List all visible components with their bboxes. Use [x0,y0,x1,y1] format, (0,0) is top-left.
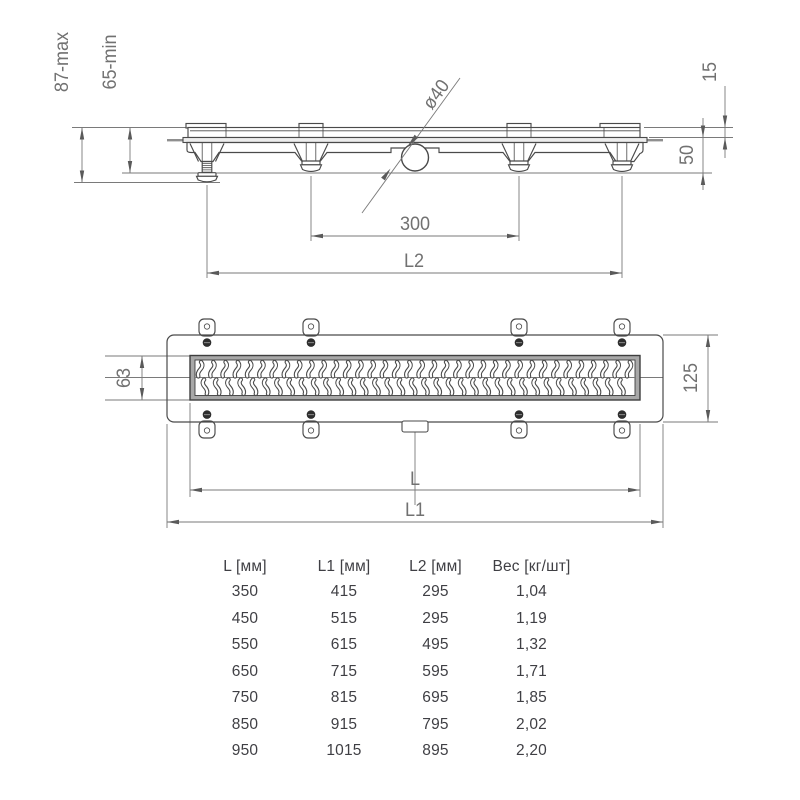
table-cell: 550 [231,636,259,654]
table-row [192,632,582,659]
table-cell: 915 [330,715,358,733]
table-cell: 495 [422,636,449,654]
table-cell: 950 [231,742,259,760]
size-table-header [192,555,582,579]
table-cell: 850 [231,715,259,733]
col-header-l: L [мм] [223,558,267,575]
side-view-dimension-lines [82,86,725,273]
table-cell: 815 [330,689,358,707]
dim-feet-span: 300 [399,212,431,235]
outlet-stub [402,421,428,432]
foot-min [301,161,633,171]
table-cell: 2,02 [516,715,547,733]
table-cell: 295 [422,583,449,601]
col-header-l1: L1 [мм] [317,558,371,575]
table-cell: 1,19 [516,609,547,627]
table-cell: 1,04 [516,583,547,601]
side-view [51,31,733,278]
table-cell: 450 [231,609,259,627]
table-cell: 1,85 [516,689,547,707]
table-cell: 515 [330,609,358,627]
dim-grate-length: L [409,467,421,490]
size-table [192,555,582,765]
dim-grate-width: 63 [112,367,135,389]
dim-body-length: L1 [404,498,426,521]
table-row [192,579,582,606]
table-cell: 1,32 [516,636,547,654]
table-cell: 795 [422,715,449,733]
table-row [192,659,582,686]
table-row [192,685,582,712]
table-row [192,606,582,633]
table-cell: 2,20 [516,742,547,760]
table-cell: 1015 [326,742,362,760]
size-table-body [192,579,582,765]
table-cell: 750 [231,689,259,707]
table-cell: 415 [330,583,358,601]
table-cell: 1,71 [516,662,547,680]
table-cell: 895 [422,742,449,760]
dim-body-width: 125 [679,362,702,394]
drain-grate [190,356,640,401]
table-row [192,738,582,765]
table-row [192,712,582,739]
table-cell: 350 [231,583,259,601]
table-cell: 715 [330,662,358,680]
dim-height-min: 65-min [98,34,121,90]
foot-extended [197,162,218,182]
dim-body-height: 50 [675,144,698,166]
col-header-l2: L2 [мм] [409,558,462,575]
table-cell: 295 [422,609,449,627]
table-cell: 650 [231,662,259,680]
outlet-circle [402,144,429,171]
table-cell: 615 [330,636,358,654]
table-cell: 695 [422,689,449,707]
table-cell: 595 [422,662,449,680]
dim-edge-height: 15 [698,61,721,83]
col-header-weight: Вес [кг/шт] [492,558,571,575]
plan-view [105,319,718,528]
dim-outer-feet-span: L2 [403,249,425,272]
dim-outlet-diameter: ø40 [417,75,454,113]
dim-height-max: 87-max [50,31,73,93]
